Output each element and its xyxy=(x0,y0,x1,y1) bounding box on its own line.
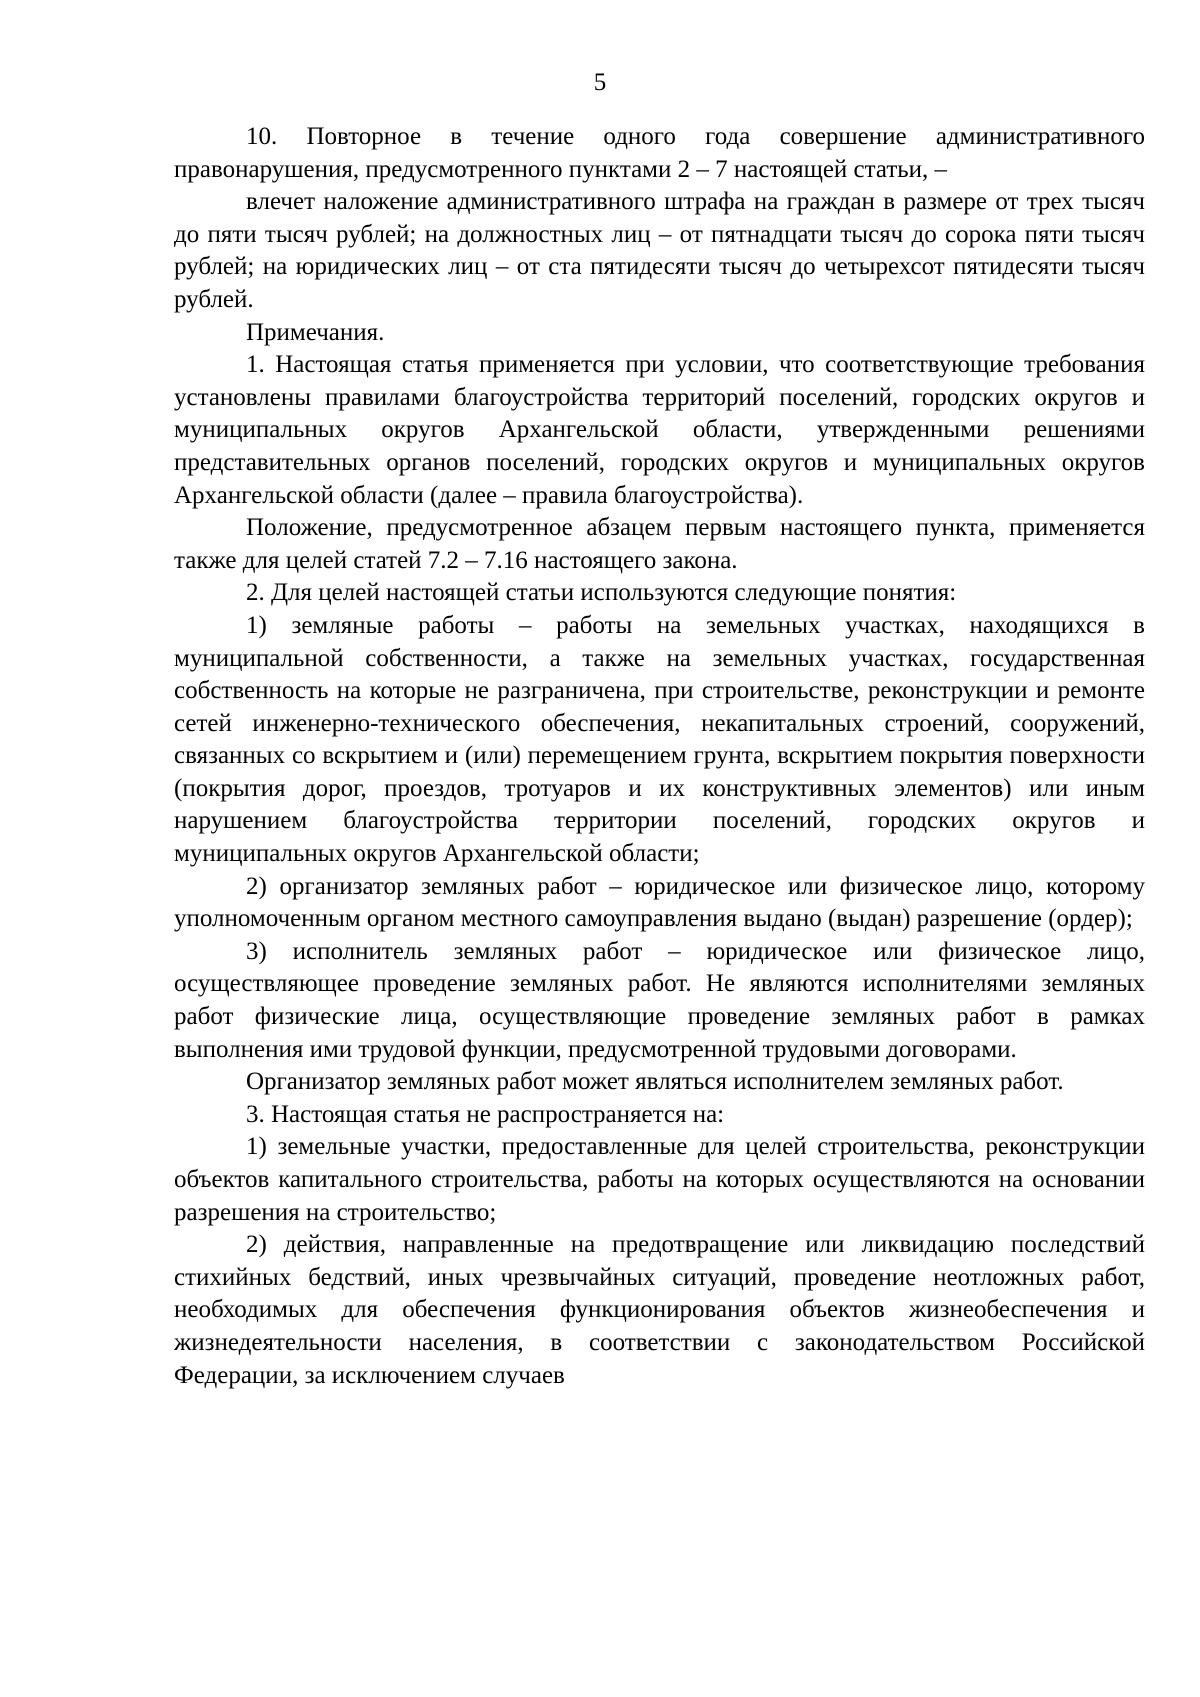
paragraph-sanction: влечет наложение административного штрафа на граждан в размере от трех тысяч до пяти тысяч рублей; на должностных лиц – от пятнадцати тысяч до сорока пяти тысяч рублей; на юридических лиц – от ста пятидесяти тысяч до четырехсот пятидесяти тысяч рублей. xyxy=(174,188,1145,313)
paragraph-note-1: 1. Настоящая статья применяется при условии, что соответствующие требования установлены правилами благоустройства территорий поселений, городских округов и муниципальных округов Архангельской области, утвержденными решениями представительных органов поселений, городских округов и муниципальных округов Архангельской области (далее – правила благоустройства). xyxy=(174,351,1145,509)
paragraph-note-3: 3. Настоящая статья не распространяется на: xyxy=(246,1100,725,1128)
notes-heading: Примечания. xyxy=(246,318,385,346)
exception-land-plots: 1) земельные участки, предоставленные для целей строительства, реконструкции объектов капитального строительства, работы на которых осуществляются на основании разрешения на строительство; xyxy=(174,1133,1145,1226)
paragraph-note-1-provision: Положение, предусмотренное абзацем первым настоящего пункта, применяется также для целей статей 7.2 – 7.16 настоящего закона. xyxy=(174,514,1145,574)
page-number: 5 xyxy=(593,69,607,96)
definition-organizer: 2) организатор земляных работ – юридическое или физическое лицо, которому уполномоченным органом местного самоуправления выдано (выдан) разрешение (ордер); xyxy=(174,872,1145,933)
definition-earthworks: 1) земляные работы – работы на земельных участках, находящихся в муниципальной собственности, а также на земельных участках, государственная собственность на которые не разграничена, при строительстве, реконструкции и ремонте сетей инженерно-технического обеспечения, некапитальных строений, сооружений, связанных со вскрытием и (или) перемещением грунта, вскрытием покрытия поверхности (покрытия дорог, проездов, тротуаров и их конструктивных элементов) или иным нарушением благоустройства территории поселений, городских округов и муниципальных округов Архангельской области; xyxy=(174,611,1145,868)
document-body xyxy=(174,121,1145,1392)
paragraph-note-2: 2. Для целей настоящей статьи используются следующие понятия: xyxy=(246,579,957,607)
paragraph-item-10: 10. Повторное в течение одного года совершение административного правонарушения, предусмотренного пунктами 2 – 7 настоящей статьи, – xyxy=(174,123,1145,183)
definition-executor: 3) исполнитель земляных работ – юридическое или физическое лицо, осуществляющее проведение земляных работ. Не являются исполнителями земляных работ физические лица, осуществляющие проведение земляных работ в рамках выполнения ими трудовой функции, предусмотренной трудовыми договорами. xyxy=(174,937,1145,1063)
paragraph-organizer-executor: Организатор земляных работ может являться исполнителем земляных работ. xyxy=(246,1068,1064,1096)
exception-emergency-actions: 2) действия, направленные на предотвращение или ликвидацию последствий стихийных бедствий, иных чрезвычайных ситуаций, проведение неотложных работ, необходимых для обеспечения функционирования объектов жизнеобеспечения и жизнедеятельности населения, в соответствии с законодательством Российской Федерации, за исключением случаев xyxy=(174,1231,1145,1389)
